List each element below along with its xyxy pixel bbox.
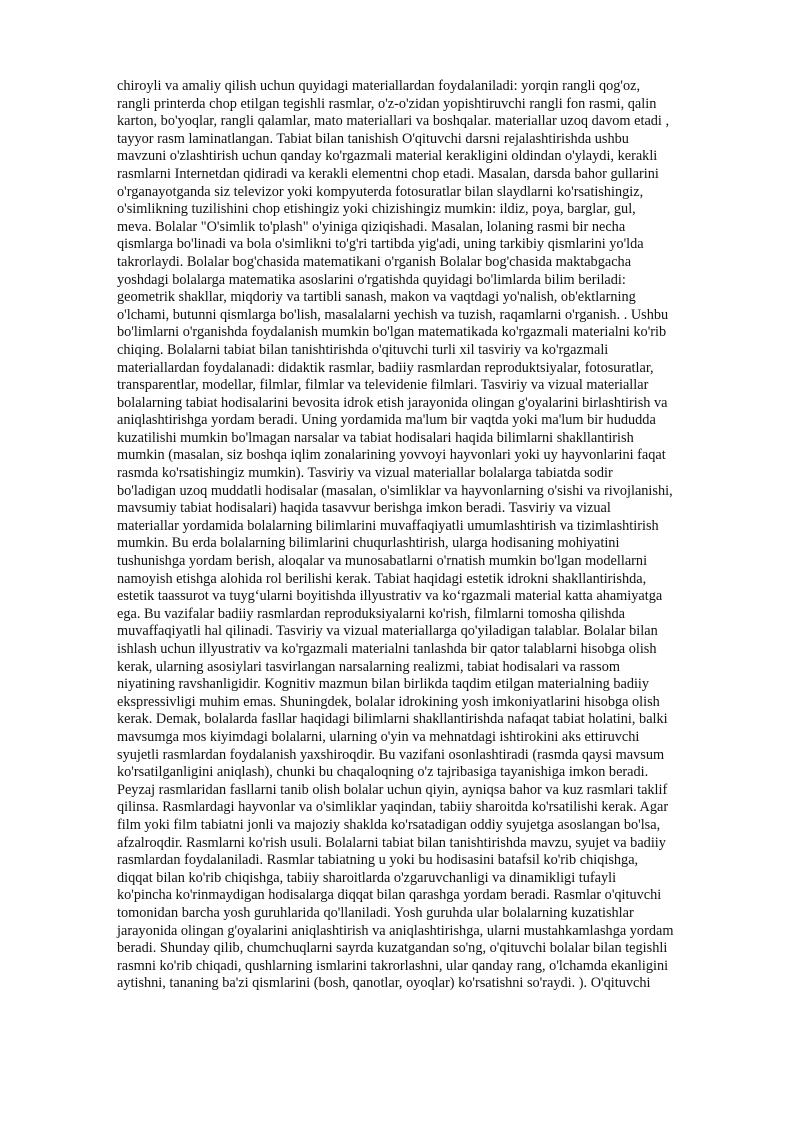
text-line: kuzatilishi mumkin bo'lmagan narsalar va tabiat hodisalari haqida bilimlarni shakllantirish xyxy=(117,429,634,446)
text-line: materiallar yordamida bolalarning bilimlarini muvaffaqiyatli umumlashtirish va tizimlashtirish xyxy=(117,517,659,534)
text-line: karton, bo'yoqlar, rangli qalamlar, mato materiallari va boshqalar. materiallar uzoq davom etadi , xyxy=(117,113,670,130)
text-line: takrorlaydi. Bolalar bog'chasida matematikani o'rganish Bolalar bog'chasida maktabgacha xyxy=(117,253,632,270)
text-line: materiallardan foydalanadi: didaktik rasmlar, badiiy rasmlardan reproduktsiyalar, fotosuratlar, xyxy=(117,359,654,376)
text-line: ekspressivligi muhim emas. Shuningdek, bolalar idrokining yosh imkoniyatlarini hisobga olish xyxy=(117,693,660,710)
text-line: aniqlashtirishga yordam beradi. Uning yordamida ma'lum bir vaqtda yoki ma'lum bir hududda xyxy=(117,412,656,429)
text-line: estetik taassurot va tuyg‘ularni boyitishda illyustrativ va ko‘rgazmali material katta ahamiyatga xyxy=(117,588,663,605)
text-line: tayyor rasm laminatlangan. Tabiat bilan tanishish O'qituvchi darsni rejalashtirishda ushbu xyxy=(117,130,629,147)
text-line: afzalroqdir. Rasmlarni ko'rish usuli. Bolalarni tabiat bilan tanishtirishda mavzu, syujet va badiiy xyxy=(117,834,666,851)
text-line: niyatining ravshanligidir. Kognitiv mazmun bilan birlikda taqdim etilgan materialning badiiy xyxy=(117,676,650,693)
text-line: syujetli rasmlardan foydalanish yaxshiroqdir. Bu vazifani osonlashtiradi (rasmda qaysi mavsum xyxy=(117,746,665,763)
text-line: mavzuni o'zlashtirish uchun qanday ko'rgazmali material kerakligini oldindan o'ylaydi, kerakli xyxy=(117,148,658,165)
text-line: mumkin (masalan, siz boshqa iqlim zonalarining yovvoyi hayvonlari yoki uy hayvonlarini faqat xyxy=(117,447,666,464)
text-line: rasmda ko'rsatishingiz mumkin). Tasviriy va vizual materiallar bolalarga tabiatda sodir xyxy=(117,465,613,482)
text-line: ega. Bu vazifalar badiiy rasmlardan reproduksiyalarni ko'rish, filmlarni tomosha qilishda xyxy=(117,605,625,622)
text-line: bo'ladigan uzoq muddatli hodisalar (masalan, o'simliklar va hayvonlarning o'sishi va rivojlanishi, xyxy=(117,482,673,499)
text-line: chiroyli va amaliy qilish uchun quyidagi materiallardan foydalaniladi: yorqin rangli qog'oz, xyxy=(117,78,641,94)
text-line: Peyzaj rasmlaridan fasllarni tanib olish bolalar uchun qiyin, ayniqsa bahor va kuz rasmlari taklif xyxy=(117,781,668,798)
text-line: ko'rsatilganligini aniqlash), chunki bu chaqaloqning o'z tajribasiga tayanishiga imkon beradi. xyxy=(117,764,649,781)
text-line: chiqing. Bolalarni tabiat bilan tanishtirishda o'qituvchi turli xil tasviriy va ko'rgazmali xyxy=(117,341,609,358)
text-line: o'rganayotganda siz televizor yoki kompyuterda fotosuratlar bilan slaydlarni ko'rsatishingiz, xyxy=(117,183,644,200)
text-line: qilinsa. Rasmlardagi hayvonlar va o'simliklar yaqindan, tabiiy sharoitda ko'rsatilishi kerak. Agar xyxy=(117,799,669,816)
text-line: rasmlarni Internetdan qidiradi va kerakli elementni chop etadi. Masalan, darsda bahor gullarini xyxy=(117,165,659,182)
text-line: transparentlar, modellar, filmlar, filmlar va televidenie filmlari. Tasviriy va vizual materiallar xyxy=(117,377,649,394)
text-line: yoshdagi bolalarga matematika asoslarini o'rgatishda quyidagi bo'limlarda bilim beriladi: xyxy=(117,271,626,288)
text-line: tomonidan barcha yosh guruhlarida qo'llaniladi. Yosh guruhda ular bolalarning kuzatishlar xyxy=(117,904,634,921)
text-line: rasmlardan foydalaniladi. Rasmlar tabiatning u yoki bu hodisasini batafsil ko'rib chiqishga, xyxy=(117,852,639,869)
text-line: mavsumiy tabiat hodisalari) haqida tasavvur berishga imkon beradi. Tasviriy va vizual xyxy=(117,500,611,517)
text-line: mumkin. Bu erda bolalarning bilimlarini chuqurlashtirish, ularga hodisaning mohiyatini xyxy=(117,535,620,552)
text-line: geometrik shakllar, miqdoriy va tartibli sanash, makon va vaqtdagi yo'nalish, ob'ektlarning xyxy=(117,289,636,306)
text-line: o'lchami, butunni qismlarga bo'lish, masalalarni yechish va tuzish, raqamlarni o'rganish. . Ushbu xyxy=(117,306,669,323)
text-line: tushunishga yordam berish, aloqalar va munosabatlarni o'rnatish mumkin bo'lgan modellarni xyxy=(117,553,648,570)
text-line: jarayonida olingan g'oyalarini aniqlashtirish va aniqlashtirishga, ularni mustahkamlashga yordam xyxy=(117,922,674,939)
text-line: beradi. Shunday qilib, chumchuqlarni sayrda kuzatgandan so'ng, o'qituvchi bolalar bilan tegishli xyxy=(117,940,668,957)
text-line: qismlarga bo'linadi va bola o'simlikni to'g'ri tartibda yig'adi, uning tarkibiy qismlarini yo'lda xyxy=(117,236,644,253)
text-line: diqqat bilan ko'rib chiqishga, tabiiy sharoitlarda o'zgaruvchanligi va dinamikligi tufayli xyxy=(117,869,617,886)
body-text xyxy=(117,78,757,993)
text-line: rasmni ko'rib chiqadi, qushlarning ismlarini takrorlashni, ular qanday rang, o'lchamda ekanligini xyxy=(117,957,669,974)
text-line: o'simlikning tuzilishini chop etishingiz yoki chizishingiz mumkin: ildiz, poya, barglar, gul, xyxy=(117,201,636,218)
text-line: aytishni, tananing ba'zi qismlarini (bosh, qanotlar, oyoqlar) ko'rsatishni so'raydi. ). O'qituvchi xyxy=(117,975,651,992)
text-line: muvaffaqiyatli hal qilinadi. Tasviriy va vizual materiallarga qo'yiladigan talablar. Bolalar bilan xyxy=(117,623,658,640)
text-line: bo'limlarni o'rganishda foydalanish mumkin bo'lgan matematikada ko'rgazmali materialni ko'rib xyxy=(117,324,667,341)
text-line: namoyish etishga alohida rol berilishi kerak. Tabiat haqidagi estetik idrokni shakllantirishda, xyxy=(117,570,647,587)
text-line: rangli printerda chop etilgan tegishli rasmlar, o'z-o'zidan yopishtiruvchi rangli fon rasmi, qalin xyxy=(117,95,657,112)
text-line: meva. Bolalar "O'simlik to'plash" o'yiniga qiziqishadi. Masalan, lolaning rasmi bir necha xyxy=(117,218,626,235)
text-line: film yoki film tabiatni jonli va majoziy shaklda ko'rsatadigan oddiy syujetga asoslangan bo'lsa, xyxy=(117,816,661,833)
text-line: ishlash uchun illyustrativ va ko'rgazmali materialni tanlashda bir qator talablarni hisobga olish xyxy=(117,641,657,657)
text-line: kerak, ularning asosiylari tasvirlangan narsalarning realizmi, tabiat hodisalari va rassom xyxy=(117,658,621,675)
text-line: kerak. Demak, bolalarda fasllar haqidagi bilimlarni shakllantirishda nafaqat tabiat holatini, balki xyxy=(117,711,668,728)
text-line: mavsumga mos kiyimdagi bolalarni, ularning o'yin va mehnatdagi ishtirokini aks ettiruvchi xyxy=(117,728,640,745)
text-line: bolalarning tabiat hodisalarini bevosita idrok etish jarayonida olingan g'oyalarini birlashtirish va xyxy=(117,394,668,411)
text-line: ko'pincha ko'rinmaydigan hodisalarga diqqat bilan qarashga yordam beradi. Rasmlar o'qituvchi xyxy=(117,887,662,904)
